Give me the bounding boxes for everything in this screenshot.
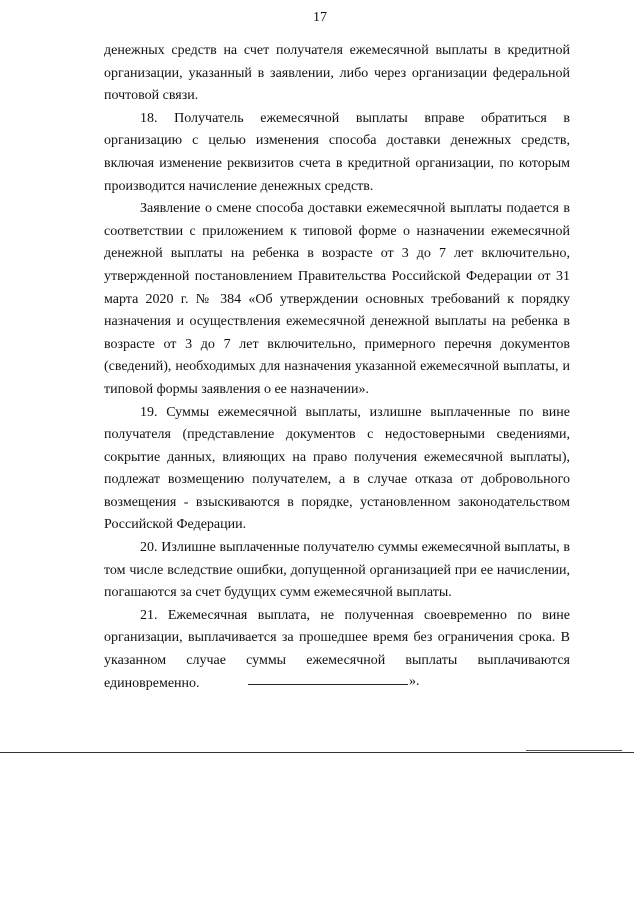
closing-underline (248, 672, 408, 685)
paragraph-18-application: Заявление о смене способа доставки ежемесячной выплаты подается в соответствии с приложением к типовой форме о назначении ежемесячной денежной выплаты на ребенка в возрасте от 3 до 7 лет включительно, утвержденной постановлением Правительства Российской Федерации от 31 марта 2020 г. № 384 «Об утверждении основных требований к порядку назначения и осуществления ежемесячной денежной выплаты на ребенка в возрасте от 3 до 7 лет включительно, примерного перечня документов (сведений), необходимых для назначения указанной ежемесячной выплаты, и типовой формы заявления о ее назначении». (104, 201, 570, 397)
paragraph-20: 20. Излишне выплаченные получателю суммы ежемесячной выплаты, в том числе вследствие ошибки, допущенной организацией при ее начислении, погашаются за счет будущих сумм ежемесячной выплаты. (104, 540, 570, 601)
page-number: 17 (313, 10, 327, 25)
paragraph-21: 21. Ежемесячная выплата, не полученная своевременно по вине организации, выплачивается за прошедшее время без ограничения срока. В указанном случае суммы ежемесячной выплаты выплачиваются единовременно. (104, 607, 570, 691)
closing-mark (248, 672, 420, 690)
document-body (104, 40, 570, 695)
footer-divider-accent (526, 750, 622, 751)
paragraph-18: 18. Получатель ежемесячной выплаты вправе обратиться в организацию с целью изменения способа доставки денежных средств, включая изменение реквизитов счета в кредитной организации, по которым производится начисление денежных средств. (104, 110, 570, 194)
paragraph-continuation: денежных средств на счет получателя ежемесячной выплаты в кредитной организации, указанный в заявлении, либо через организации федеральной почтовой связи. (104, 43, 570, 104)
paragraph-19: 19. Суммы ежемесячной выплаты, излишне выплаченные по вине получателя (представление документов с недостоверными сведениями, сокрытие данных, влияющих на право получения ежемесячной выплаты), подлежат возмещению получателем, а в случае отказа от добровольного возмещения - взыскиваются в порядке, установленном законодательством Российской Федерации. (104, 404, 570, 533)
closing-quote: ». (409, 674, 420, 689)
footer-divider (0, 752, 634, 753)
